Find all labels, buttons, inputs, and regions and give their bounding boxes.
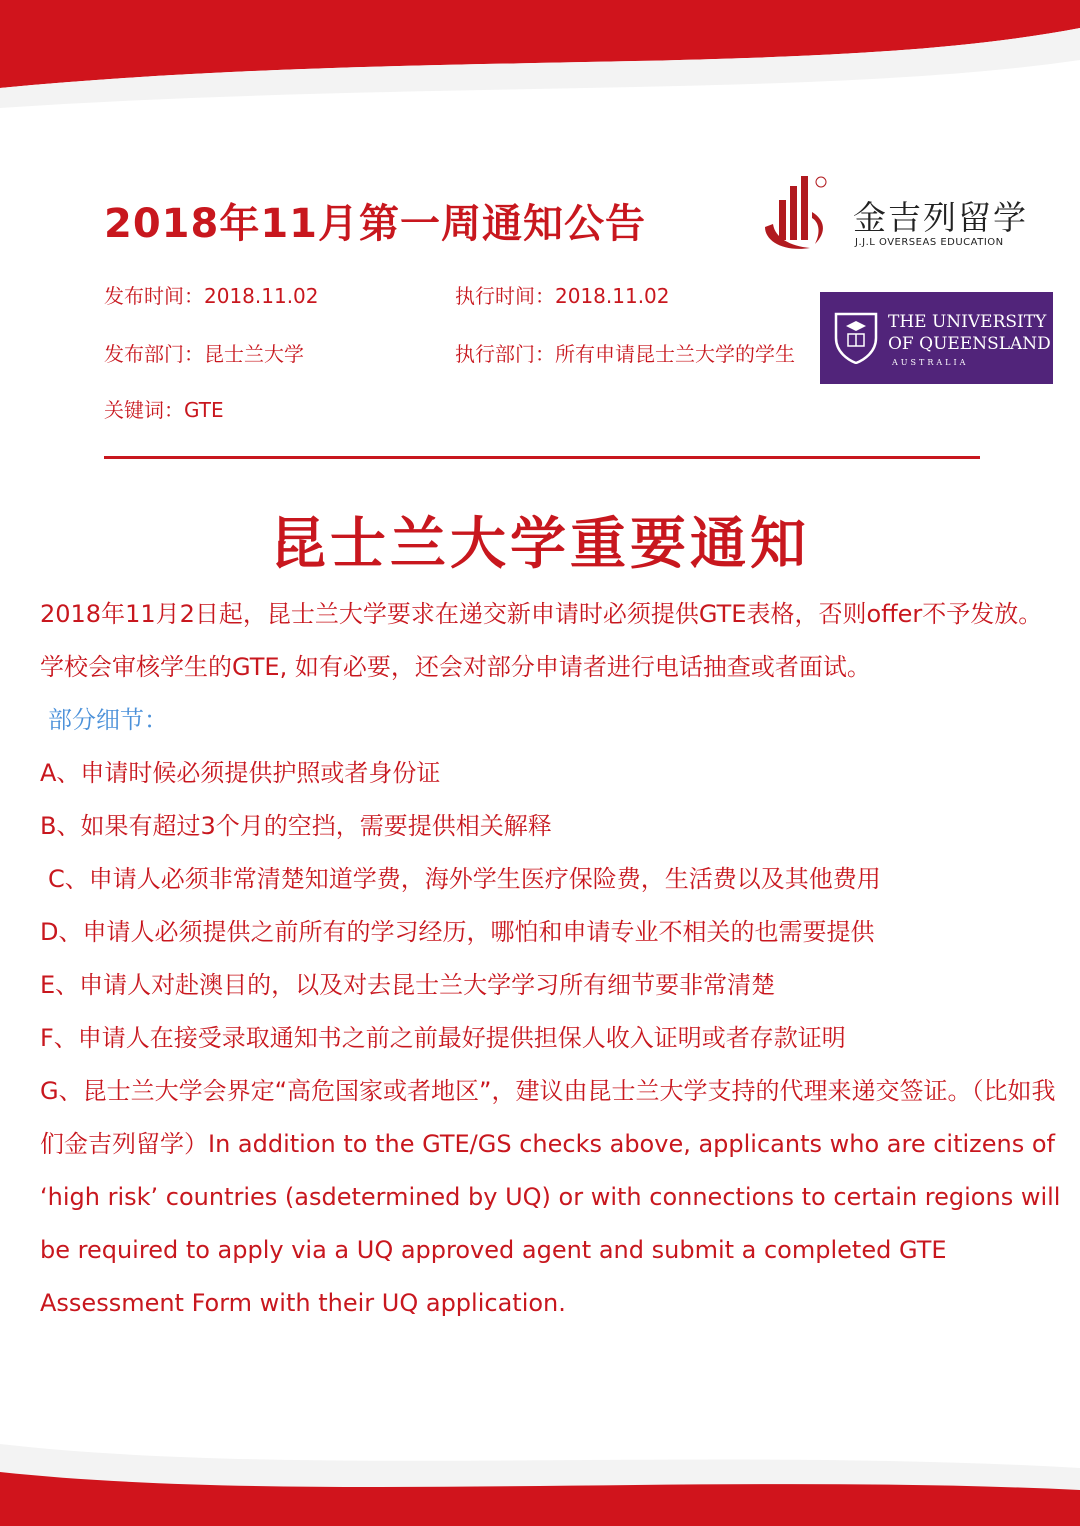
detail-item-c: C、申请人必须非常清楚知道学费，海外学生医疗保险费，生活费以及其他费用	[48, 865, 881, 893]
details-label: 部分细节：	[48, 706, 168, 734]
paragraph: 学校会审核学生的GTE, 如有必要，还会对部分申请者进行电话抽查或者面试。	[40, 653, 871, 681]
detail-item-f: F、申请人在接受录取通知书之前之前最好提供担保人收入证明或者存款证明	[40, 1024, 846, 1052]
main-title: 昆士兰大学重要通知	[270, 512, 810, 577]
notice-body	[40, 588, 1070, 1330]
notice-title: 2018年11月第一周通知公告	[104, 201, 646, 247]
detail-item-a: A、申请时候必须提供护照或者身份证	[40, 759, 441, 787]
bottom-red-band	[0, 1416, 1080, 1526]
publish-department: 发布部门：昆士兰大学	[104, 342, 304, 366]
uq-logo-line2: OF QUEENSLAND	[888, 334, 1051, 354]
execute-department: 执行部门：所有申请昆士兰大学的学生	[455, 342, 795, 366]
detail-item-e: E、申请人对赴澳目的，以及对去昆士兰大学学习所有细节要非常清楚	[40, 971, 776, 999]
jjl-logo-subtitle: J.J.L OVERSEAS EDUCATION	[855, 237, 1004, 248]
paragraph: 2018年11月2日起，昆士兰大学要求在递交新申请时必须提供GTE表格，否则offer不予发放。	[40, 600, 1043, 628]
jjl-logo	[755, 172, 1045, 252]
uq-logo-line3: AUSTRALIA	[892, 358, 969, 367]
detail-item-d: D、申请人必须提供之前所有的学习经历，哪怕和申请专业不相关的也需要提供	[40, 918, 875, 946]
header-divider	[104, 456, 980, 459]
top-red-band	[0, 0, 1080, 110]
publish-time: 发布时间：2018.11.02	[104, 284, 319, 308]
jjl-logo-name: 金吉列留学	[853, 198, 1028, 237]
execute-time: 执行时间：2018.11.02	[455, 284, 670, 308]
jjl-mark-icon	[755, 172, 845, 252]
keywords: 关键词：GTE	[104, 398, 224, 422]
detail-item-b: B、如果有超过3个月的空挡，需要提供相关解释	[40, 812, 552, 840]
uq-logo	[820, 292, 1053, 384]
detail-item-g: G、昆士兰大学会界定“高危国家或者地区”，建议由昆士兰大学支持的代理来递交签证。（比如我们金吉列留学）In addition to the GTE/GS checks above, applicants who are citizens of ‘high risk’ countries (asdetermined by UQ) or with connections to certain regions will be required to apply via a UQ approved agent and submit a completed GTE Assessment Form with their UQ application.	[40, 1077, 1061, 1317]
uq-crest-icon	[834, 312, 878, 364]
uq-logo-line1: THE UNIVERSITY	[888, 312, 1047, 332]
